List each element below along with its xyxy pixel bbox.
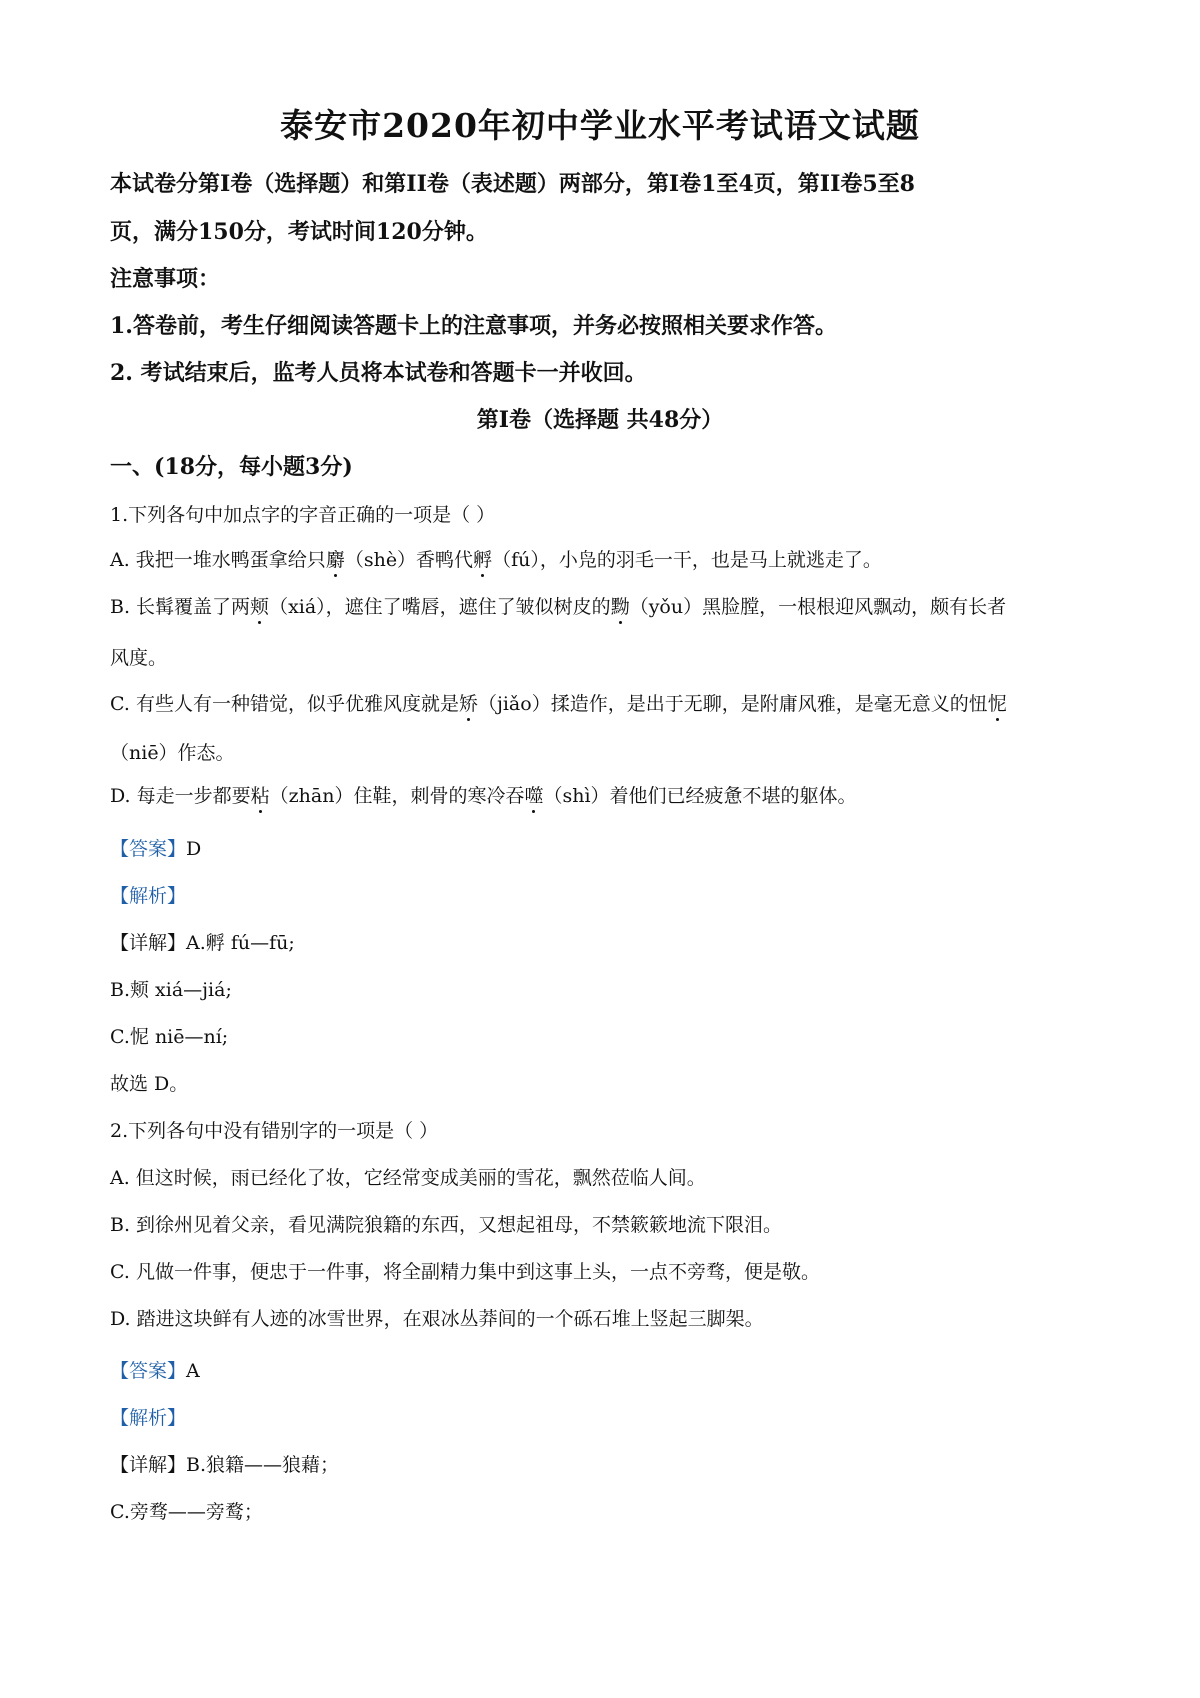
q1-a-part1: A. 我把一堆水鸭蛋拿给只 [110, 549, 326, 571]
notes-heading: 注意事项： [110, 266, 221, 292]
page-title: 泰安市2020年初中学业水平考试语文试题 [280, 106, 920, 145]
q1-c-part1: C. 有些人有一种错觉，似乎优雅风度就是 [110, 693, 459, 715]
notes-item-2: 2. 考试结束后，监考人员将本试卷和答题卡一并收回。 [110, 360, 647, 386]
q1-d-dotted-char-2: 噬 [524, 785, 544, 807]
q1-option-c [110, 689, 1007, 716]
q1-option-a [110, 545, 882, 572]
q1-analysis-label: 【解析】 [110, 885, 187, 907]
q1-detail-text-1: A.孵 fú—fū; [186, 932, 295, 954]
q1-detail-2: B.颊 xiá—jiá; [110, 979, 232, 1001]
q1-b-part2: （xiá），遮住了嘴唇，遮住了皱似树皮的 [269, 596, 611, 618]
q2-detail-1 [110, 1450, 339, 1477]
q1-d-part1: D. 每走一步都要 [110, 785, 251, 807]
q1-a-dotted-char-2: 孵 [473, 549, 493, 571]
q1-a-part2: （shè）香鸭代 [344, 549, 474, 571]
q1-option-c-cont: （niē）作态。 [110, 742, 235, 764]
q1-c-part2: （jiǎo）揉造作，是出于无聊，是附庸风雅，是毫无意义的忸 [477, 693, 988, 715]
intro-line-2: 页，满分150分，考试时间120分钟。 [110, 219, 488, 245]
q1-c-dotted-char-2: 怩 [987, 693, 1007, 715]
section-heading: 第Ⅰ卷（选择题 共48分） [476, 407, 724, 433]
intro-line-1: 本试卷分第Ⅰ卷（选择题）和第II卷（表述题）两部分，第Ⅰ卷1至4页，第II卷5至8 [110, 171, 915, 197]
q1-answer-value: D [186, 838, 202, 860]
q1-b-dotted-char-1: 颊 [250, 596, 270, 618]
q2-answer [110, 1356, 200, 1383]
q1-answer [110, 834, 201, 861]
q2-answer-value: A [186, 1360, 200, 1382]
q1-conclusion: 故选 D。 [110, 1073, 189, 1095]
q1-detail-1 [110, 928, 295, 955]
q1-a-dotted-char-1: 麝 [325, 549, 345, 571]
notes-item-1: 1.答卷前，考生仔细阅读答题卡上的注意事项，并务必按照相关要求作答。 [110, 313, 837, 339]
q2-detail-label: 【详解】 [110, 1454, 187, 1476]
q1-b-part1: B. 长髯覆盖了两 [110, 596, 251, 618]
q1-option-d [110, 781, 857, 808]
q1-option-b-cont: 风度。 [110, 647, 168, 669]
q1-b-part3: （yǒu）黑脸膛，一根根迎风飘动，颇有长者 [629, 596, 1007, 618]
q2-detail-text-1: B.狼籍——狼藉； [186, 1454, 340, 1476]
q2-option-b: B. 到徐州见着父亲，看见满院狼籍的东西，又想起祖母，不禁簌簌地流下限泪。 [110, 1214, 783, 1236]
q2-answer-label: 【答案】 [110, 1360, 187, 1382]
q1-d-dotted-char-1: 粘 [250, 785, 270, 807]
part-heading: 一、(18分，每小题3分) [110, 454, 353, 480]
q2-option-a: A. 但这时候，雨已经化了妆，它经常变成美丽的雪花，飘然莅临人间。 [110, 1167, 706, 1189]
q1-a-part3: （fú），小凫的羽毛一干，也是马上就逃走了。 [492, 549, 882, 571]
q2-detail-2: C.旁骛——旁鹜； [110, 1501, 263, 1523]
q1-c-dotted-char-1: 矫 [458, 693, 478, 715]
q1-detail-3: C.怩 niē—ní; [110, 1026, 229, 1048]
q1-d-part2: （zhān）住鞋，刺骨的寒冷吞 [269, 785, 525, 807]
q2-option-d: D. 踏进这块鲜有人迹的冰雪世界，在艰冰丛莽间的一个砾石堆上竖起三脚架。 [110, 1308, 764, 1330]
q2-stem: 2.下列各句中没有错别字的一项是（ ） [110, 1120, 439, 1142]
q1-d-part3: （shì）着他们已经疲惫不堪的躯体。 [543, 785, 857, 807]
q2-option-c: C. 凡做一件事，便忠于一件事，将全副精力集中到这事上头，一点不旁骛，便是敬。 [110, 1261, 820, 1283]
q1-detail-label: 【详解】 [110, 932, 187, 954]
q1-stem: 1.下列各句中加点字的字音正确的一项是（ ） [110, 504, 496, 526]
q2-analysis-label: 【解析】 [110, 1407, 187, 1429]
q1-b-dotted-char-2: 黝 [610, 596, 630, 618]
q1-answer-label: 【答案】 [110, 838, 187, 860]
q1-option-b [110, 592, 1006, 619]
